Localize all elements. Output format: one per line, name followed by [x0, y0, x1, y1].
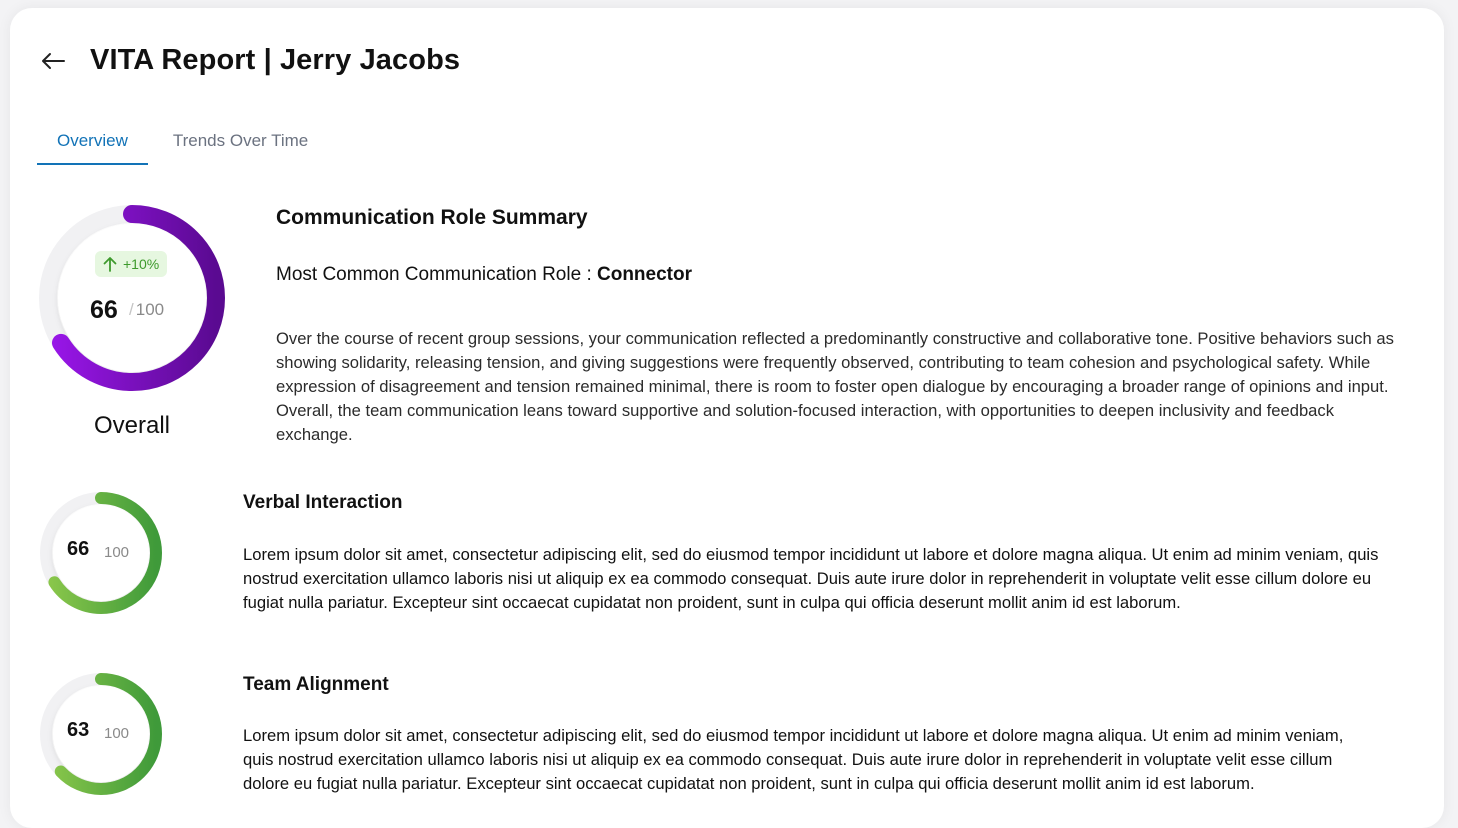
score-change-value: +10% [123, 256, 160, 272]
overall-score-max: / 100 [129, 300, 165, 319]
page-header [38, 44, 460, 77]
page-title: VITA Report | Jerry Jacobs [90, 44, 461, 76]
verbal-score-max: 100 [104, 544, 130, 561]
overall-label: Overall [93, 412, 171, 439]
tab-overview[interactable]: Overview [37, 126, 148, 165]
score-change-badge [95, 251, 167, 277]
verbal-score-value: 66 [67, 538, 90, 560]
alignment-score-value: 63 [67, 719, 90, 741]
tab-bar [37, 126, 328, 165]
role-prefix: Most Common Communication Role : [276, 264, 592, 285]
verbal-gauge-ring [38, 490, 164, 616]
back-button[interactable] [38, 46, 68, 76]
alignment-score-max: 100 [104, 725, 130, 742]
report-card [10, 8, 1444, 828]
summary-text: Over the course of recent group sessions, your communication reflected a predominantly constructive and collaborative tone. Positive behaviors such as showing solidarity, releasing tension, and giving suggestions were frequently observed, contributing to team cohesion and psychological safety. While expression of disagreement and tension remained minimal, there is room to foster open dialogue by encouraging a broader range of opinions and input. Overall, the team communication leans toward supportive and solution-focused interaction, with opportunities to deepen inclusivity and feedback exchange. [276, 329, 1394, 444]
arrow-up-icon [103, 256, 117, 272]
team-alignment-gauge [38, 671, 164, 797]
overall-score-gauge [36, 202, 228, 394]
overall-score-value: 66 [90, 296, 118, 324]
verbal-interaction-gauge [38, 490, 164, 616]
most-common-role [276, 264, 692, 286]
alignment-gauge-ring [38, 671, 164, 797]
arrow-left-icon [40, 51, 66, 71]
role-value: Connector [597, 264, 692, 285]
summary-title: Communication Role Summary [276, 206, 588, 229]
verbal-interaction-title: Verbal Interaction [243, 492, 403, 513]
overall-gauge-ring [36, 202, 228, 394]
tab-trends-over-time[interactable]: Trends Over Time [172, 131, 309, 150]
verbal-interaction-text: Lorem ipsum dolor sit amet, consectetur adipiscing elit, sed do eiusmod tempor incididunt ut labore et dolore magna aliqua. Ut enim ad minim veniam, quis nostrud exercitation ullamco laboris nisi ut aliquip ex ea commodo consequat. Duis aute irure dolor in reprehenderit in voluptate velit esse cillum dolore eu fugiat nulla pariatur. Excepteur sint occaecat cupidatat non proident, sunt in culpa qui officia deserunt mollit anim id est laborum. [243, 545, 1379, 612]
team-alignment-text: Lorem ipsum dolor sit amet, consectetur adipiscing elit, sed do eiusmod tempor incididunt ut labore et dolore magna aliqua. Ut enim ad minim veniam, quis nostrud exercitation ullamco laboris nisi ut aliquip ex ea commodo consequat. Duis aute irure dolor in reprehenderit in voluptate velit esse cillum dolore eu fugiat nulla pariatur. Excepteur sint occaecat cupidatat non proident, sunt in culpa qui officia deserunt mollit anim id est laborum. [243, 726, 1344, 793]
team-alignment-title: Team Alignment [243, 674, 389, 695]
